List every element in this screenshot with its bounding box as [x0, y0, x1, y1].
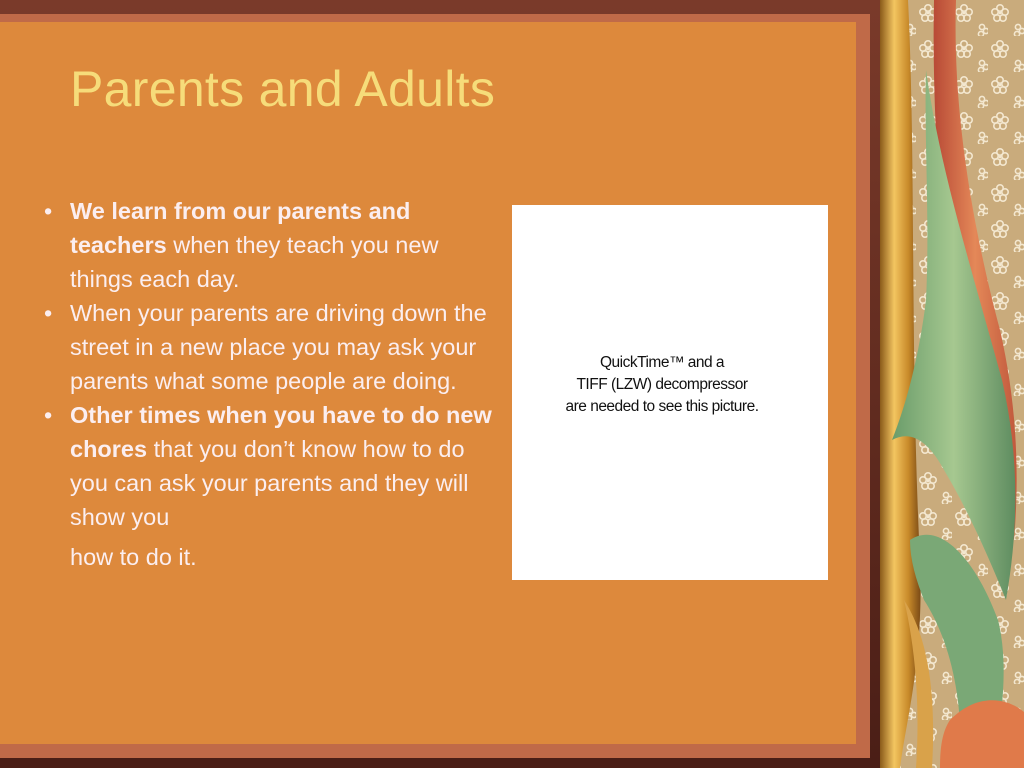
- bullet-marker: •: [44, 300, 53, 326]
- floral-pattern-drape-icon: [880, 0, 1024, 768]
- placeholder-line-3: are needed to see this picture.: [565, 398, 759, 415]
- bullet-list: [44, 194, 504, 574]
- bullet-text: when they teach you new things each day.: [70, 232, 439, 292]
- slide-title: Parents and Adults: [70, 61, 496, 117]
- picture-placeholder: [512, 205, 828, 580]
- bullet-text: that you don’t know how to do you can ask your parents and they will show you: [70, 436, 469, 530]
- bullet-text: When your parents are driving down the street in a new place you may ask your parents what some people are doing.: [70, 300, 487, 394]
- picture-placeholder-message: [512, 352, 812, 418]
- bullet-item: [44, 398, 504, 574]
- bullet-item: [44, 296, 504, 398]
- bullet-bold-text: We learn from our parents and teachers: [70, 198, 411, 258]
- bullet-marker: •: [44, 402, 53, 428]
- bullet-bold-text: Other times when you have to do new chores: [70, 402, 492, 462]
- bullet-item: [44, 194, 504, 296]
- placeholder-line-2: TIFF (LZW) decompressor: [576, 376, 748, 393]
- bullet-marker: •: [44, 198, 53, 224]
- bullet-text-last-line: how to do it.: [70, 544, 197, 570]
- placeholder-line-1: QuickTime™ and a: [599, 354, 725, 371]
